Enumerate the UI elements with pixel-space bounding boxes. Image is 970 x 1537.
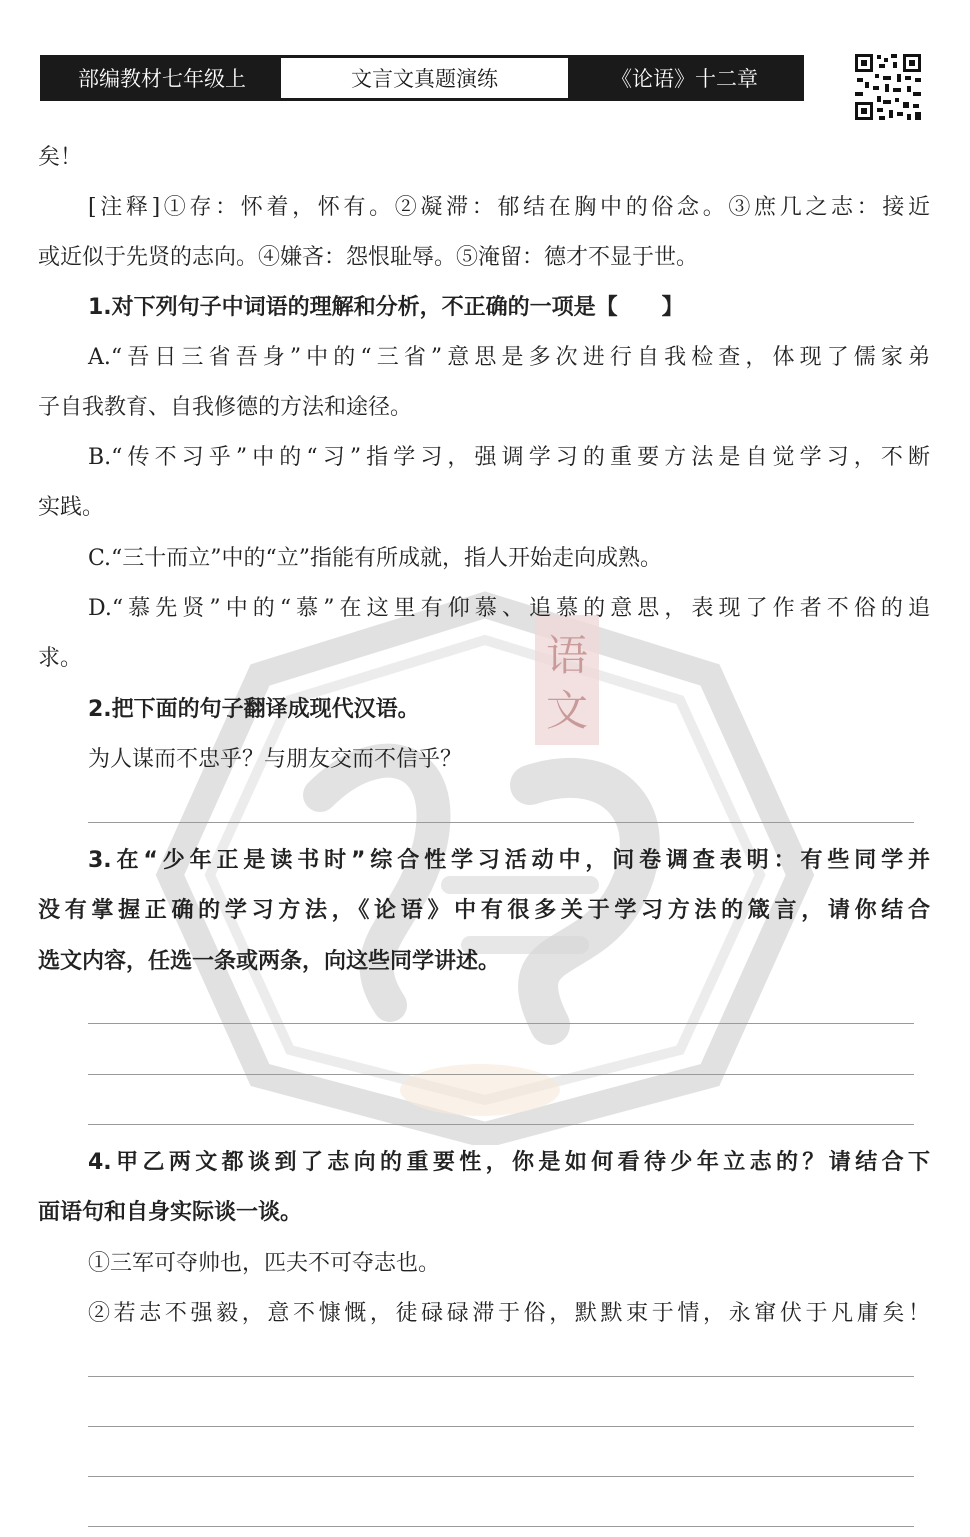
answer-line — [88, 1526, 914, 1527]
answer-line — [88, 822, 914, 823]
watermark-text-bottom: 文 — [545, 686, 589, 735]
option-d: D.“慕先贤”中的“慕”在这里有仰慕、追慕的意思，表现了作者不俗的追 — [88, 596, 930, 621]
annotation-line: [注释]①存：怀着，怀有。②凝滞：郁结在胸中的俗念。③庶几之志：接近 — [88, 195, 930, 220]
question-3: 3.在“少年正是读书时”综合性学习活动中，问卷调查表明：有些同学并 — [88, 848, 930, 873]
question-4-cont: 面语句和自身实际谈一谈。 — [38, 1200, 303, 1225]
question-3-cont: 没有掌握正确的学习方法，《论语》中有很多关于学习方法的箴言，请你结合 — [38, 898, 930, 923]
answer-line — [88, 1023, 914, 1024]
header-title: 文言文真题演练 — [281, 58, 568, 98]
header-bar — [40, 55, 804, 101]
header-grade: 部编教材七年级上 — [43, 58, 281, 98]
answer-line — [88, 1426, 914, 1427]
option-a: A.“吾日三省吾身”中的“三省”意思是多次进行自我检查，体现了儒家弟 — [88, 345, 930, 370]
annotation-line: 或近似于先贤的志向。④嫌吝：怨恨耻辱。⑤淹留：德才不显于世。 — [38, 245, 699, 270]
answer-line — [88, 1074, 914, 1075]
question-4-sentence-1: ①三军可夺帅也，匹夫不可夺志也。 — [88, 1251, 441, 1276]
question-4-sentence-2: ②若志不强毅，意不慷慨，徒碌碌滞于俗，默默束于情，永窜伏于凡庸矣！ — [88, 1301, 930, 1326]
answer-line — [88, 1476, 914, 1477]
question-2-sentence: 为人谋而不忠乎？与朋友交而不信乎？ — [88, 747, 463, 772]
answer-line — [88, 1376, 914, 1377]
option-c: C.“三十而立”中的“立”指能有所成就，指人开始走向成熟。 — [88, 546, 663, 571]
option-a-cont: 子自我教育、自我修德的方法和途径。 — [38, 395, 413, 420]
option-b: B.“传不习乎”中的“习”指学习，强调学习的重要方法是自觉学习，不断 — [88, 445, 930, 470]
header-chapter: 《论语》十二章 — [568, 58, 801, 98]
text-line: 矣！ — [38, 145, 83, 170]
question-4: 4.甲乙两文都谈到了志向的重要性，你是如何看待少年立志的？请结合下 — [88, 1150, 930, 1175]
option-b-cont: 实践。 — [38, 495, 105, 520]
qr-code-icon — [853, 52, 923, 122]
answer-line — [88, 1124, 914, 1125]
option-d-cont: 求。 — [38, 646, 83, 671]
question-1: 1.对下列句子中词语的理解和分析，不正确的一项是【 】 — [88, 295, 684, 320]
question-2: 2.把下面的句子翻译成现代汉语。 — [88, 697, 420, 722]
watermark-text-top: 语 — [545, 631, 589, 680]
question-3-cont: 选文内容，任选一条或两条，向这些同学讲述。 — [38, 949, 501, 974]
